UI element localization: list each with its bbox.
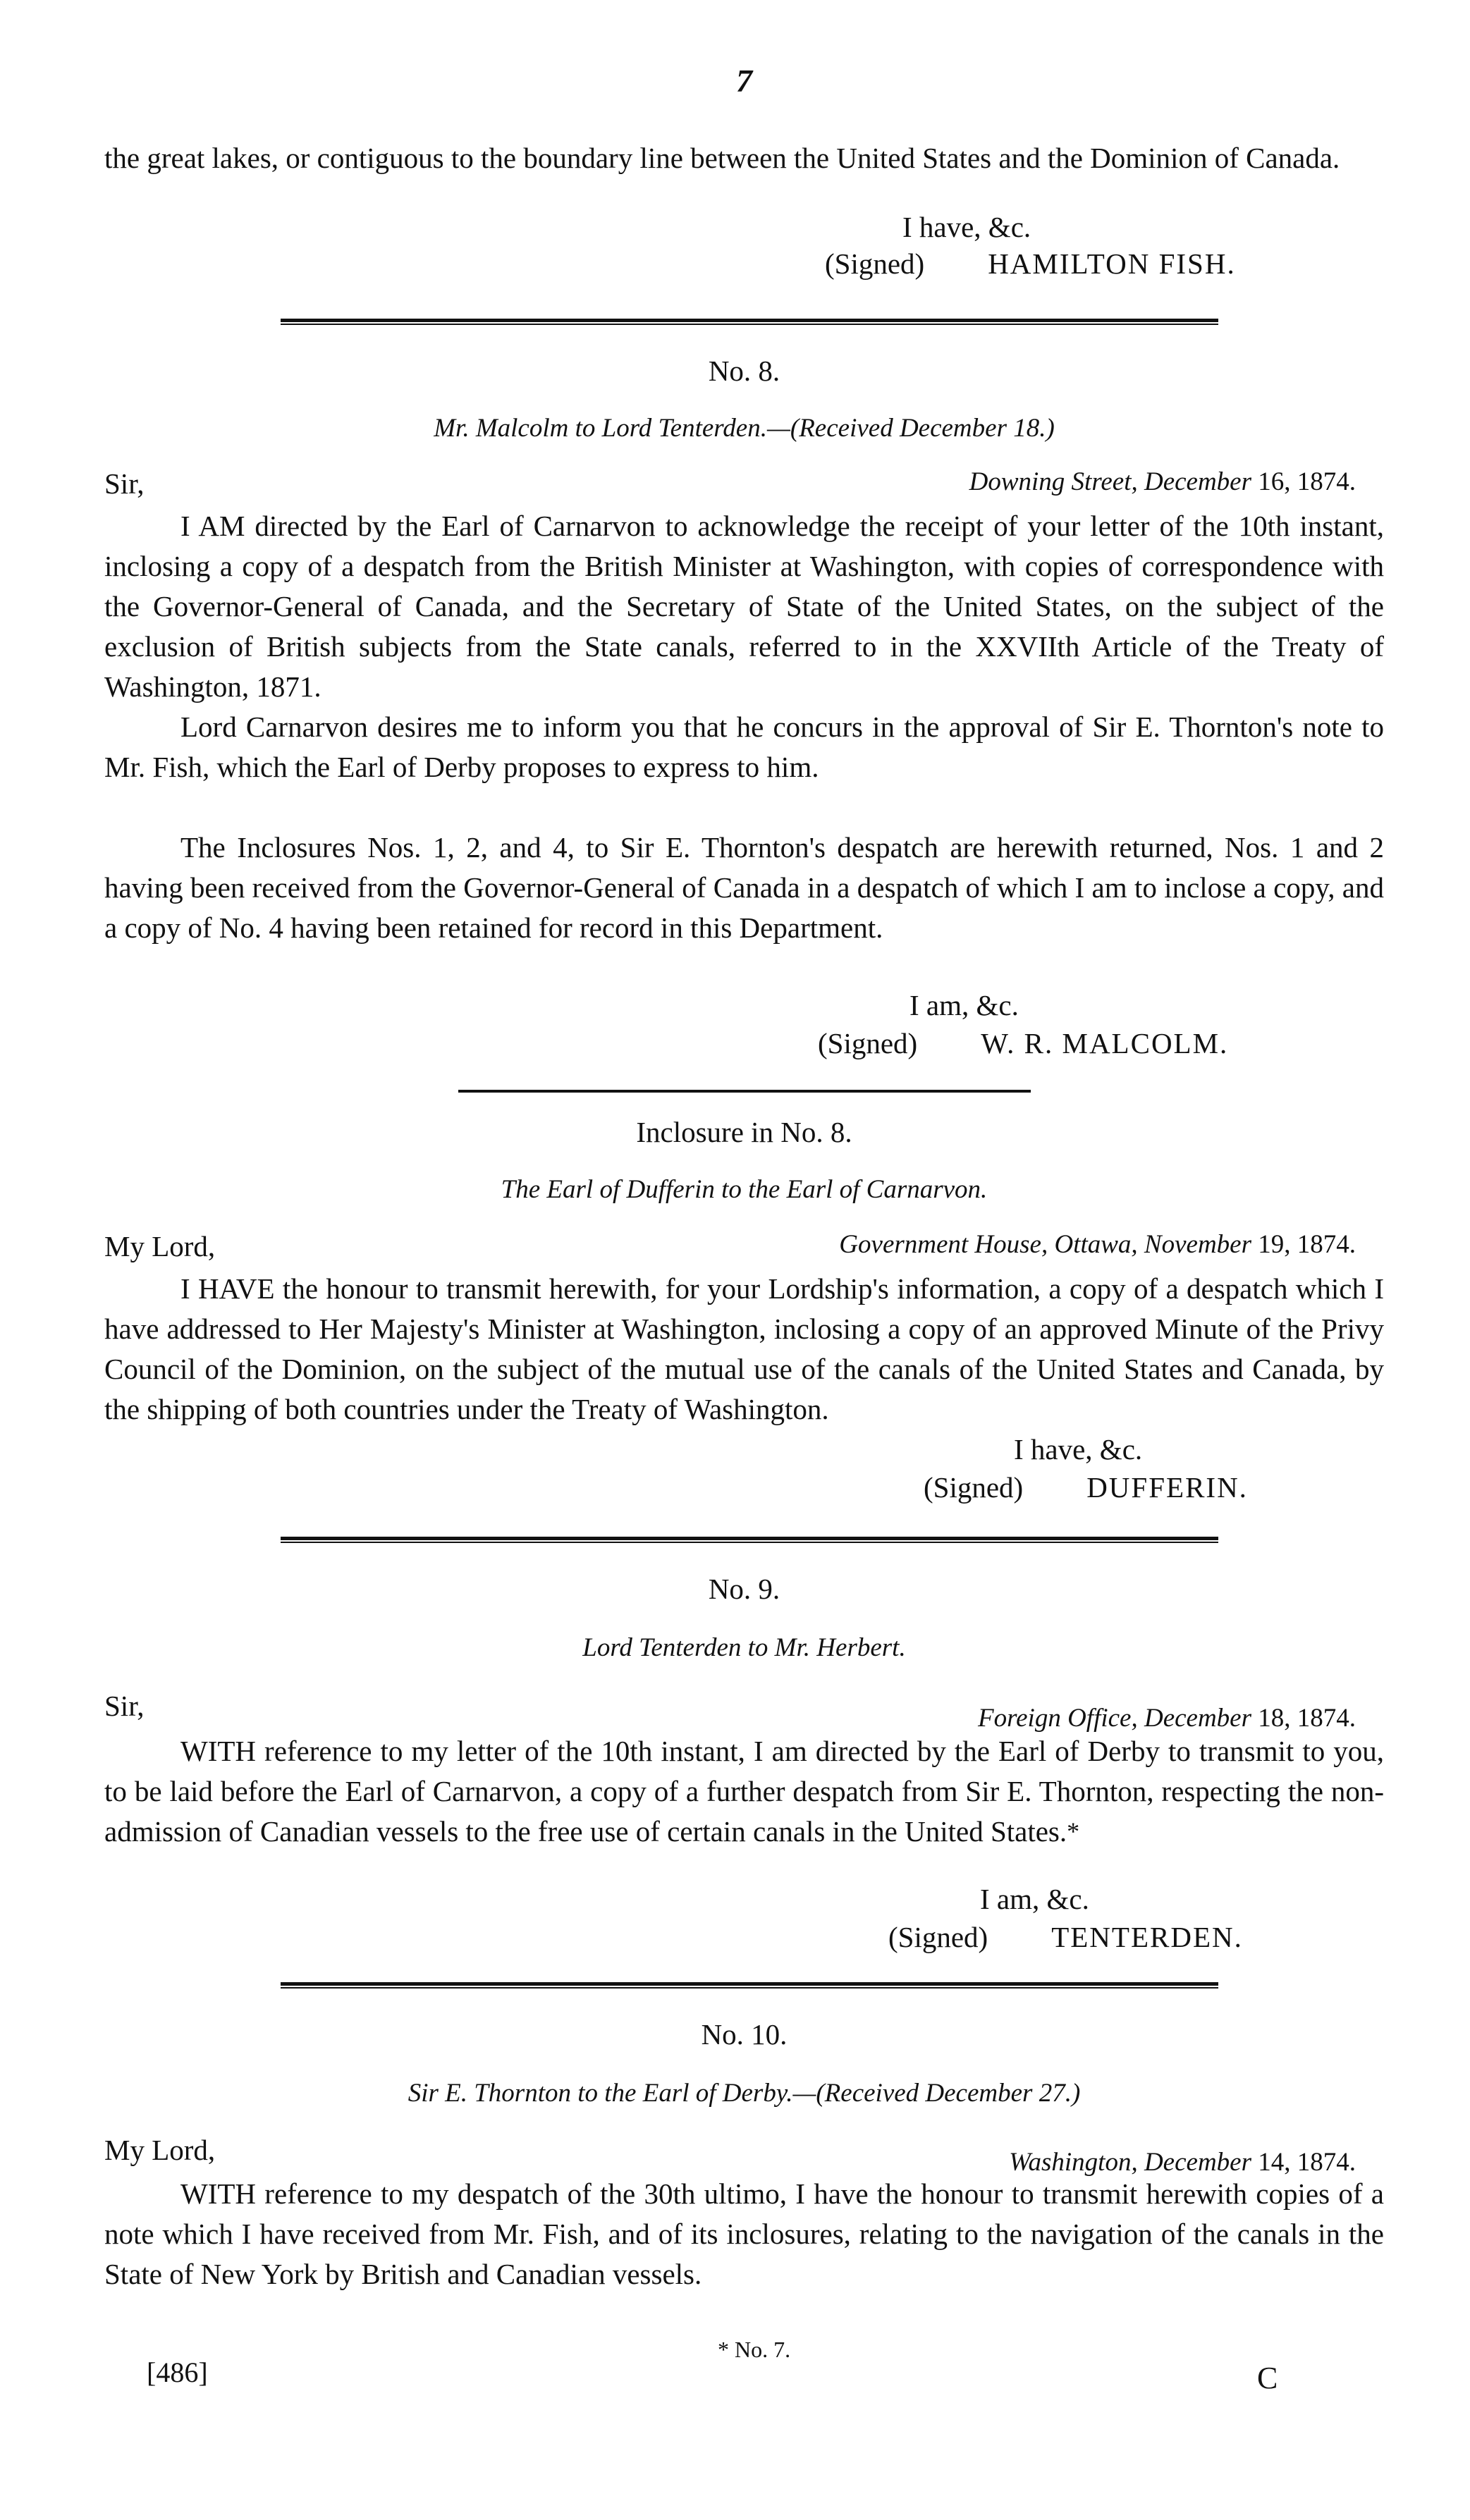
no9-dateline (978, 1703, 1356, 1733)
no9-place: Foreign Office, December (977, 1704, 1251, 1733)
no8-date: 16, 1874. (1258, 467, 1356, 496)
no9-heading: No. 9. (708, 1573, 780, 1605)
inclosure8-place: Government House, Ottawa, November (839, 1230, 1251, 1259)
no8-paragraph-2: Lord Carnarvon desires me to inform you that he concurs in the approval of Sir E. Thornton's note to Mr. Fish, which the Earl of Derby proposes to express to him. (104, 711, 1384, 783)
no9-subhead: Lord Tenterden to Mr. Herbert. (582, 1633, 906, 1662)
footnote: * No. 7. (718, 2337, 791, 2362)
signed-label: (Signed) (924, 1471, 1024, 1504)
no8-signature (818, 1026, 1228, 1060)
no8-salutation: Sir, (104, 467, 145, 500)
printer-mark: [486] (147, 2356, 208, 2388)
no9-closing: I am, &c. (980, 1883, 1089, 1915)
no8-heading: No. 8. (708, 355, 780, 387)
page-number: 7 (736, 63, 752, 99)
signer-name: TENTERDEN. (1051, 1921, 1243, 1953)
no8-place: Downing Street, December (969, 467, 1251, 496)
signer-name: HAMILTON FISH. (988, 247, 1236, 280)
no9-paragraph-text: WITH reference to my letter of the 10th instant, I am directed by the Earl of Derby to transmit to you, to be laid before the Earl of Carnarvon, a copy of a further despatch from Sir E. Thornton, respecting the non-admission of Canadian vessels to the free use of certain canals in the United States. (104, 1735, 1384, 1848)
inclosure8-date: 19, 1874. (1258, 1230, 1356, 1259)
signed-label: (Signed) (888, 1921, 988, 1953)
inclosure8-dateline (839, 1229, 1356, 1260)
intro-signature (825, 247, 1236, 281)
section-divider (281, 1982, 1218, 1989)
no9-salutation: Sir, (104, 1690, 145, 1722)
no9-paragraph-1 (104, 1731, 1384, 1852)
signer-name: DUFFERIN. (1086, 1471, 1248, 1504)
footnote-mark: * (1067, 1817, 1080, 1845)
section-divider (281, 1537, 1218, 1543)
no10-paragraph-1: WITH reference to my despatch of the 30th ultimo, I have the honour to transmit herewith copies of a note which I have received from Mr. Fish, and of its inclosures, relating to the navigation of the canals in the State of New York by British and Canadian vessels. (104, 2177, 1384, 2290)
intro-closing: I have, &c. (902, 211, 1031, 243)
inclosure8-closing: I have, &c. (1014, 1433, 1143, 1465)
signed-label: (Signed) (825, 247, 925, 280)
no8-paragraph-3: The Inclosures Nos. 1, 2, and 4, to Sir E. Thornton's despatch are herewith returned, Nos. 1 and 2 having been received from the Governor-General of Canada in a despatch of which I am to inclose a copy, and a copy of No. 4 having been retained for record in this Department. (104, 831, 1384, 944)
no9-date: 18, 1874. (1258, 1704, 1356, 1733)
signature-letter: C (1257, 2361, 1278, 2395)
section-divider (458, 1090, 1031, 1093)
inclosure8-signature (924, 1470, 1248, 1504)
no8-subhead: Mr. Malcolm to Lord Tenterden.—(Received December 18.) (434, 414, 1055, 443)
inclosure8-subhead: The Earl of Dufferin to the Earl of Carnarvon. (501, 1175, 988, 1204)
no10-date: 14, 1874. (1258, 2148, 1356, 2177)
intro-paragraph: the great lakes, or contiguous to the boundary line between the United States and the Dominion of Canada. (104, 142, 1340, 174)
no10-heading: No. 10. (701, 2018, 788, 2051)
section-divider (281, 319, 1218, 325)
inclosure8-salutation: My Lord, (104, 1230, 216, 1262)
no10-dateline (1009, 2147, 1356, 2177)
no10-salutation: My Lord, (104, 2134, 216, 2166)
no8-closing: I am, &c. (909, 989, 1019, 1021)
no8-dateline (969, 467, 1356, 497)
no10-place: Washington, December (1009, 2148, 1251, 2177)
inclosure8-paragraph-1: I HAVE the honour to transmit herewith, for your Lordship's information, a copy of a despatch which I have addressed to Her Majesty's Minister at Washington, inclosing a copy of an approved Minute of the Privy Council of the Dominion, on the subject of the mutual use of the canals of the United States and Canada, by the shipping of both countries under the Treaty of Washington. (104, 1272, 1384, 1425)
signer-name: W. R. MALCOLM. (981, 1027, 1229, 1059)
signed-label: (Signed) (818, 1027, 918, 1059)
no10-subhead: Sir E. Thornton to the Earl of Derby.—(Received December 27.) (408, 2079, 1081, 2108)
no9-signature (888, 1920, 1243, 1954)
inclosure8-heading: Inclosure in No. 8. (636, 1116, 852, 1148)
no8-paragraph-1: I AM directed by the Earl of Carnarvon to acknowledge the receipt of your letter of the 10th instant, inclosing a copy of a despatch from the British Minister at Washington, with copies of correspondence with the Governor-General of Canada, and the Secretary of State of the United States, on the subject of the exclusion of British subjects from the State canals, referred to in the XXVIIth Article of the Treaty of Washington, 1871. (104, 510, 1384, 703)
